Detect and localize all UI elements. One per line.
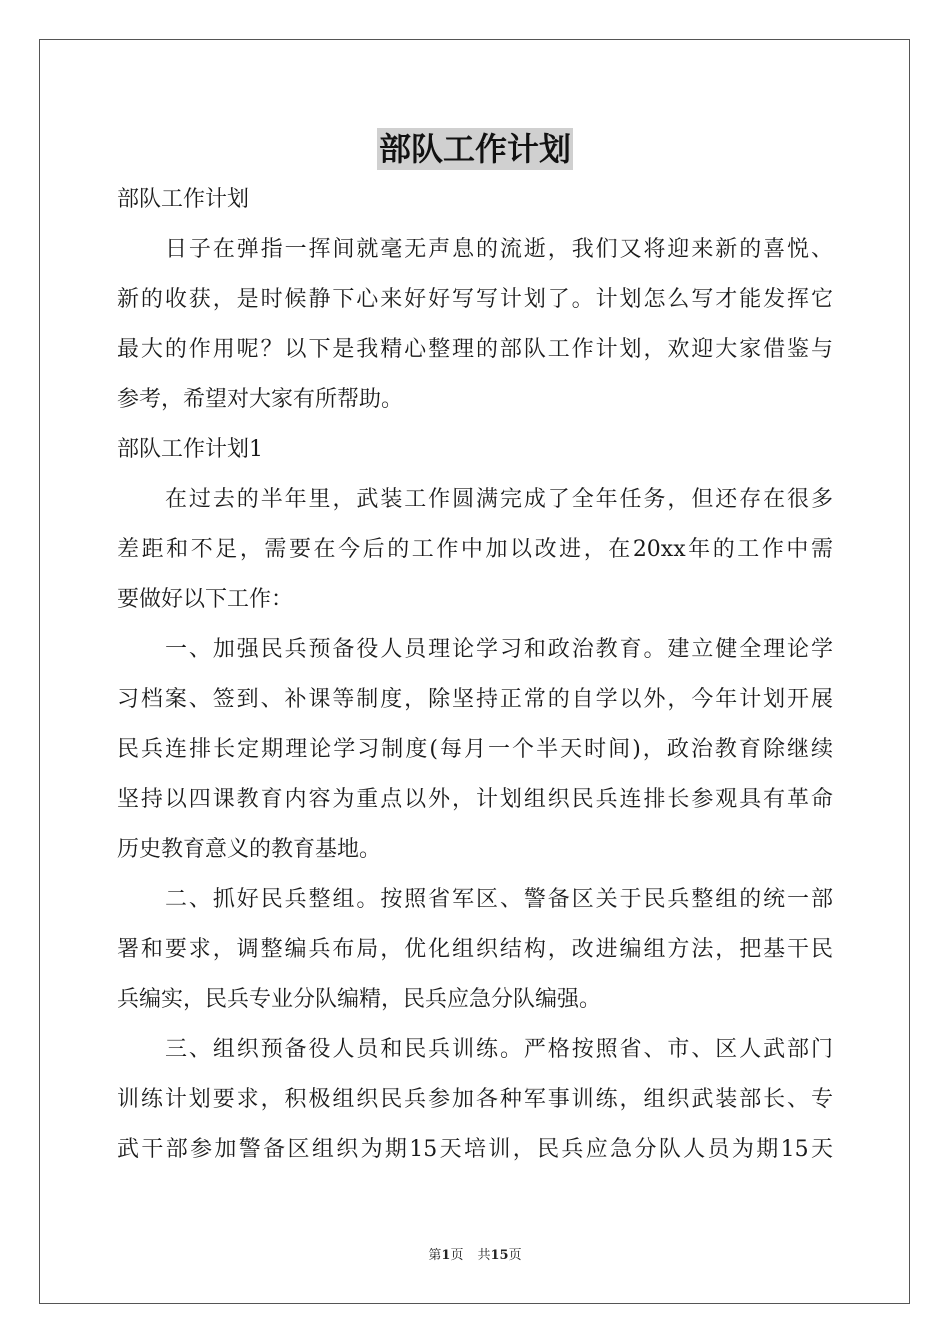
text-line: 日子在弹指一挥间就毫无声息的流逝，我们又将迎来新的喜悦、 [165,237,833,262]
paragraph [117,875,833,1025]
page-suffix: 页 [450,1248,464,1263]
text-line: 新的收获，是时候静下心来好好写写计划了。计划怎么写才能发挥它 [117,287,833,312]
text-line: 三、组织预备役人员和民兵训练。严格按照省、市、区人武部门 [165,1037,833,1062]
text-line: 部队工作计划 [117,187,250,212]
title-wrap [0,128,950,170]
page-prefix: 第 [428,1248,442,1263]
paragraph [117,175,833,225]
text-line: 民兵连排长定期理论学习制度(每月一个半天时间)，政治教育除继续 [117,737,833,762]
paragraph [117,425,833,475]
text-line: 坚持以四课教育内容为重点以外，计划组织民兵连排长参观具有革命 [117,787,833,812]
total-pages: 15 [490,1248,509,1263]
text-line: 要做好以下工作： [117,587,294,612]
text-line: 二、抓好民兵整组。按照省军区、警备区关于民兵整组的统一部 [165,887,833,912]
document-title: 部队工作计划 [378,130,571,168]
text-line: 一、加强民兵预备役人员理论学习和政治教育。建立健全理论学 [165,637,833,662]
text-line: 训练计划要求，积极组织民兵参加各种军事训练，组织武装部长、专 [117,1087,833,1112]
paragraph [117,625,833,875]
paragraph [117,475,833,625]
text-line: 习档案、签到、补课等制度，除坚持正常的自学以外，今年计划开展 [117,687,833,712]
text-line: 历史教育意义的教育基地。 [117,837,382,862]
paragraph [117,225,833,425]
page-footer [0,1247,950,1265]
text-line: 差距和不足，需要在今后的工作中加以改进，在20xx年的工作中需 [117,537,833,562]
text-line: 参考，希望对大家有所帮助。 [117,387,404,412]
text-line: 最大的作用呢？以下是我精心整理的部队工作计划，欢迎大家借鉴与 [117,337,833,362]
paragraph [117,1025,833,1175]
text-line: 部队工作计划1 [117,437,263,462]
page-number: 1 [441,1248,451,1263]
text-line: 兵编实，民兵专业分队编精，民兵应急分队编强。 [117,987,602,1012]
total-suffix: 页 [508,1248,522,1263]
text-line: 武干部参加警备区组织为期15天培训，民兵应急分队人员为期15天 [117,1137,833,1162]
text-line: 署和要求，调整编兵布局，优化组织结构，改进编组方法，把基干民 [117,937,833,962]
total-prefix: 共 [477,1248,491,1263]
text-line: 在过去的半年里，武装工作圆满完成了全年任务，但还存在很多 [165,487,833,512]
document-body [117,175,833,1175]
